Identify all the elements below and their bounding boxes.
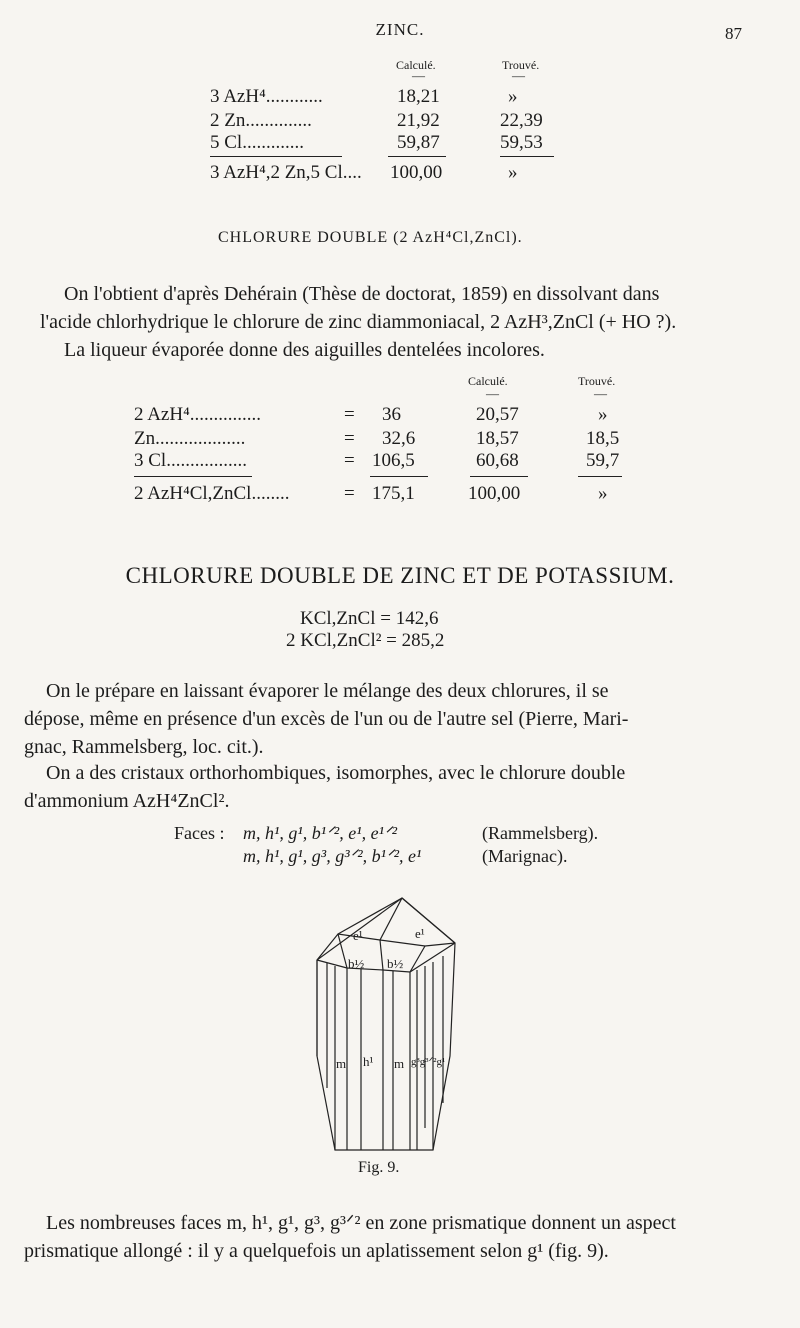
column-header-trouve: Trouvé. [502, 58, 540, 72]
label-g-faces: g³g³ᐟ²g¹ [411, 1056, 446, 1068]
header-dash: — [486, 386, 499, 401]
table-rule [210, 156, 342, 157]
table-rule [388, 156, 446, 157]
total-found: » [508, 162, 518, 183]
row-found: 59,53 [500, 132, 543, 153]
faces-label: Faces : [174, 823, 225, 843]
label-m-left: m [336, 1056, 347, 1071]
paragraph-line: Les nombreuses faces m, h¹, g¹, g³, g³ᐟ² en zone prismatique donnent un aspect [46, 1212, 676, 1234]
label-e1-left: e¹ [353, 928, 363, 943]
row-calc: 60,68 [476, 450, 519, 471]
column-header-calcule: Calculé. [396, 58, 436, 72]
crystal-outline [317, 898, 455, 1150]
formula: KCl,ZnCl = 142,6 [300, 608, 439, 629]
paragraph-line: gnac, Rammelsberg, loc. cit.). [24, 736, 264, 758]
faces-source: (Rammelsberg). [482, 823, 599, 843]
row-found: 18,5 [586, 428, 620, 449]
paragraph-line: La liqueur évaporée donne des aiguilles dentelées incolores. [64, 339, 545, 361]
table-rule [470, 476, 528, 477]
paragraph-line: On l'obtient d'après Dehérain (Thèse de doctorat, 1859) en dissolvant dans [64, 283, 660, 305]
crystal-figure [305, 888, 465, 1160]
total-found: » [598, 483, 608, 504]
table-rule [500, 156, 554, 157]
row-calc: 18,57 [476, 428, 519, 449]
paragraph-line: dépose, même en présence d'un excès de l'un ou de l'autre sel (Pierre, Mari- [24, 708, 629, 730]
table-rule [370, 476, 428, 477]
header-dash: — [512, 68, 525, 83]
header-dash: — [594, 386, 607, 401]
row-calc: 21,92 [397, 110, 440, 131]
section-heading: CHLORURE DOUBLE (2 AzH⁴Cl,ZnCl). [218, 229, 523, 246]
row-value: 32,6 [382, 428, 416, 449]
row-found: 59,7 [586, 450, 620, 471]
row-eq: = [344, 450, 355, 471]
total-calc: 100,00 [390, 162, 443, 183]
paragraph-line: On le prépare en laissant évaporer le mélange des deux chlorures, il se [46, 680, 609, 702]
row-label: 2 AzH⁴............... [134, 404, 261, 425]
total-calc: 100,00 [468, 483, 521, 504]
paragraph-line: d'ammonium AzH⁴ZnCl². [24, 790, 230, 812]
row-found: 22,39 [500, 110, 543, 131]
row-label: 3 AzH⁴............ [210, 86, 323, 107]
column-header-trouve: Trouvé. [578, 374, 616, 388]
table-rule [578, 476, 622, 477]
column-header-calcule: Calculé. [468, 374, 508, 388]
total-eq: = [344, 483, 355, 504]
paragraph [24, 1209, 754, 1265]
row-label: 2 Zn.............. [210, 110, 312, 131]
formula: 2 KCl,ZnCl² = 285,2 [286, 630, 445, 651]
faces-list: m, h¹, g¹, g³, g³ᐟ², b¹ᐟ², e¹ [243, 846, 422, 866]
paragraph-line: l'acide chlorhydrique le chlorure de zinc diammoniacal, 2 AzH³,ZnCl (+ HO ?). [40, 311, 677, 333]
paragraph [24, 677, 740, 761]
row-found: » [508, 86, 518, 107]
faces-list: m, h¹, g¹, b¹ᐟ², e¹, e¹ᐟ² [243, 823, 397, 843]
figure-caption: Fig. 9. [358, 1159, 400, 1176]
label-b-left: b½ [348, 956, 365, 971]
faces-source: (Marignac). [482, 846, 568, 866]
total-label: 3 AzH⁴,2 Zn,5 Cl.... [210, 162, 362, 183]
row-calc: 20,57 [476, 404, 519, 425]
row-label: 3 Cl................. [134, 450, 247, 471]
row-value: 106,5 [372, 450, 415, 471]
row-calc: 59,87 [397, 132, 440, 153]
row-eq: = [344, 404, 355, 425]
paragraph-line: On a des cristaux orthorhombiques, isomorphes, avec le chlorure double [46, 762, 626, 784]
label-e1-right: e¹ [415, 926, 425, 941]
row-value: 36 [382, 404, 401, 425]
label-m-right: m [394, 1056, 405, 1071]
paragraph-line: prismatique allongé : il y a quelquefois un aplatissement selon g¹ (fig. 9). [24, 1240, 609, 1262]
row-label: 5 Cl............. [210, 132, 304, 153]
paragraph [40, 280, 752, 364]
row-eq: = [344, 428, 355, 449]
row-calc: 18,21 [397, 86, 440, 107]
header-dash: — [412, 68, 425, 83]
paragraph [24, 759, 740, 815]
total-value: 175,1 [372, 483, 415, 504]
label-b-right: b½ [387, 956, 404, 971]
page-number: 87 [725, 24, 742, 43]
table-rule [134, 476, 252, 477]
total-label: 2 AzH⁴Cl,ZnCl........ [134, 483, 290, 504]
label-h1: h¹ [363, 1054, 374, 1069]
running-title: ZINC. [375, 20, 425, 39]
section-heading: CHLORURE DOUBLE DE ZINC ET DE POTASSIUM. [125, 563, 675, 588]
row-found: » [598, 404, 608, 425]
row-label: Zn................... [134, 428, 246, 449]
